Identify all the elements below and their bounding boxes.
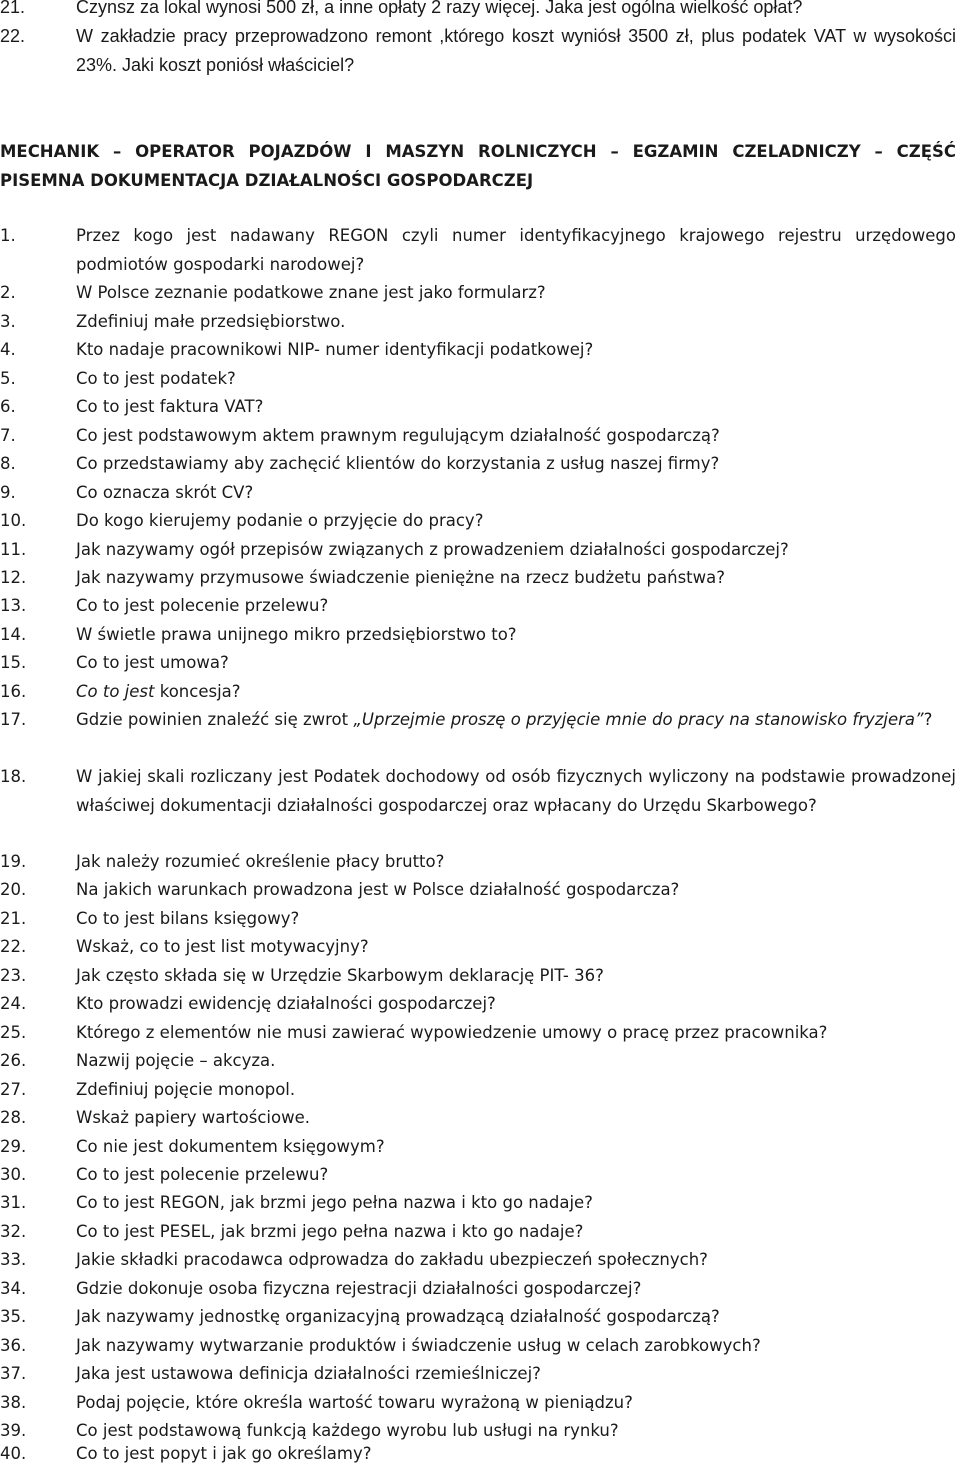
item-text: Gdzie dokonuje osoba fizyczna rejestracji działalności gospodarczej?	[76, 1279, 642, 1298]
item-number: 37.	[0, 1364, 27, 1383]
item-text: Przez kogo jest nadawany REGON czyli numer identyfikacyjnego krajowego rejestru urzędowego podmiotów gospodarki narodowej?	[76, 226, 956, 274]
item-number: 10.	[0, 511, 27, 530]
item-text: Co to jest polecenie przelewu?	[76, 596, 329, 615]
item-number: 13.	[0, 596, 27, 615]
item-number: 30.	[0, 1165, 27, 1184]
item-number: 6.	[0, 397, 16, 416]
item-text	[76, 706, 956, 735]
item-text: Wskaż, co to jest list motywacyjny?	[76, 937, 369, 956]
item-number: 22.	[0, 26, 26, 46]
item-text: Jak nazywamy przymusowe świadczenie pieniężne na rzecz budżetu państwa?	[76, 568, 726, 587]
item-text: Zdefiniuj pojęcie monopol.	[76, 1080, 296, 1099]
item-text: Co to jest umowa?	[76, 653, 229, 672]
item-number: 15.	[0, 653, 27, 672]
item-number: 29.	[0, 1137, 27, 1156]
item-text: Wskaż papiery wartościowe.	[76, 1108, 310, 1127]
item-text	[76, 678, 956, 707]
item-text: Jakie składki pracodawca odprowadza do zakładu ubezpieczeń społecznych?	[76, 1250, 708, 1269]
item-number: 5.	[0, 369, 16, 388]
item-number: 16.	[0, 682, 27, 701]
item-text: W Polsce zeznanie podatkowe znane jest jako formularz?	[76, 283, 546, 302]
item-text: Czynsz za lokal wynosi 500 zł, a inne opłaty 2 razy więcej. Jaka jest ogólna wielkość opłat?	[76, 0, 803, 17]
item-number: 31.	[0, 1193, 27, 1212]
item-text: Co to jest popyt i jak go określamy?	[76, 1444, 372, 1463]
item-number: 25.	[0, 1023, 27, 1042]
item-number: 39.	[0, 1421, 27, 1440]
item-number: 2.	[0, 283, 16, 302]
item-number: 36.	[0, 1336, 27, 1355]
item-number: 21.	[0, 909, 27, 928]
item-number: 35.	[0, 1307, 27, 1326]
item-text: W zakładzie pracy przeprowadzono remont ,którego koszt wyniósł 3500 zł, plus podatek VAT w wysokości 23%. Jaki koszt poniósł właściciel?	[76, 26, 956, 75]
item-number: 1.	[0, 226, 16, 245]
item-number: 8.	[0, 454, 16, 473]
item-number: 33.	[0, 1250, 27, 1269]
item-number: 7.	[0, 426, 16, 445]
item-text: Jaka jest ustawowa definicja działalności rzemieślniczej?	[76, 1364, 541, 1383]
item-text: Jak nazywamy jednostkę organizacyjną prowadzącą działalność gospodarczą?	[76, 1307, 720, 1326]
item-number: 18.	[0, 767, 27, 786]
item-text: Którego z elementów nie musi zawierać wypowiedzenie umowy o pracę przez pracownika?	[76, 1023, 828, 1042]
item-text: W jakiej skali rozliczany jest Podatek dochodowy od osób fizycznych wyliczony na podstawie prowadzonej właściwej dokumentacji działalności gospodarczej oraz wpłacany do Urzędu Skarbowego?	[76, 767, 956, 815]
item-text-post: ?	[923, 710, 933, 729]
item-text: Co to jest faktura VAT?	[76, 397, 264, 416]
item-text: Co oznacza skrót CV?	[76, 483, 254, 502]
item-number: 28.	[0, 1108, 27, 1127]
item-number: 12.	[0, 568, 27, 587]
item-number: 4.	[0, 340, 16, 359]
item-text: Co to jest REGON, jak brzmi jego pełna nazwa i kto go nadaje?	[76, 1193, 593, 1212]
item-text: Co to jest podatek?	[76, 369, 236, 388]
item-number: 26.	[0, 1051, 27, 1070]
item-text: Podaj pojęcie, które określa wartość towaru wyrażoną w pieniądzu?	[76, 1393, 633, 1412]
item-text: Co nie jest dokumentem księgowym?	[76, 1137, 385, 1156]
item-text: Jak należy rozumieć określenie płacy brutto?	[76, 852, 445, 871]
item-number: 20.	[0, 880, 27, 899]
item-text: Co to jest bilans księgowy?	[76, 909, 300, 928]
item-text: Jak często składa się w Urzędzie Skarbowym deklarację PIT- 36?	[76, 966, 604, 985]
item-number: 27.	[0, 1080, 27, 1099]
item-number: 11.	[0, 540, 27, 559]
item-number: 9.	[0, 483, 16, 502]
item-text: Nazwij pojęcie – akcyza.	[76, 1051, 276, 1070]
item-number: 40.	[0, 1444, 27, 1463]
item-text-rest: koncesja?	[154, 682, 241, 701]
item-text-quote: „Uprzejmie proszę o przyjęcie mnie do pracy na stanowisko fryzjera”	[353, 710, 924, 729]
item-number: 22.	[0, 937, 27, 956]
section-heading: MECHANIK – OPERATOR POJAZDÓW I MASZYN ROLNICZYCH – EGZAMIN CZELADNICZY – CZĘŚĆ PISEMNA DOKUMENTACJA DZIAŁALNOŚCI GOSPODARCZEJ	[0, 142, 956, 190]
item-number: 38.	[0, 1393, 27, 1412]
item-text: Co to jest polecenie przelewu?	[76, 1165, 329, 1184]
item-text: Co przedstawiamy aby zachęcić klientów do korzystania z usług naszej firmy?	[76, 454, 720, 473]
item-text: Zdefiniuj małe przedsiębiorstwo.	[76, 312, 346, 331]
item-number: 24.	[0, 994, 27, 1013]
item-text: Co jest podstawową funkcją każdego wyrobu lub usługi na rynku?	[76, 1421, 619, 1440]
item-number: 14.	[0, 625, 27, 644]
item-text: Co jest podstawowym aktem prawnym regulującym działalność gospodarczą?	[76, 426, 720, 445]
item-text: Jak nazywamy wytwarzanie produktów i świadczenie usług w celach zarobkowych?	[76, 1336, 761, 1355]
item-text: W świetle prawa unijnego mikro przedsiębiorstwo to?	[76, 625, 517, 644]
item-number: 19.	[0, 852, 27, 871]
item-text: Na jakich warunkach prowadzona jest w Polsce działalność gospodarcza?	[76, 880, 680, 899]
item-number: 3.	[0, 312, 16, 331]
item-text-pre: Gdzie powinien znaleźć się zwrot	[76, 710, 354, 729]
item-number: 34.	[0, 1279, 27, 1298]
item-text: Kto nadaje pracownikowi NIP- numer identyfikacji podatkowej?	[76, 340, 594, 359]
item-number: 17.	[0, 710, 27, 729]
item-text: Co to jest PESEL, jak brzmi jego pełna nazwa i kto go nadaje?	[76, 1222, 584, 1241]
item-text-italic: Co to jest	[76, 682, 155, 701]
item-number: 23.	[0, 966, 27, 985]
item-number: 32.	[0, 1222, 27, 1241]
item-text: Jak nazywamy ogół przepisów związanych z prowadzeniem działalności gospodarczej?	[76, 540, 789, 559]
item-number: 21.	[0, 0, 26, 17]
item-text: Kto prowadzi ewidencję działalności gospodarczej?	[76, 994, 496, 1013]
item-text: Do kogo kierujemy podanie o przyjęcie do pracy?	[76, 511, 484, 530]
